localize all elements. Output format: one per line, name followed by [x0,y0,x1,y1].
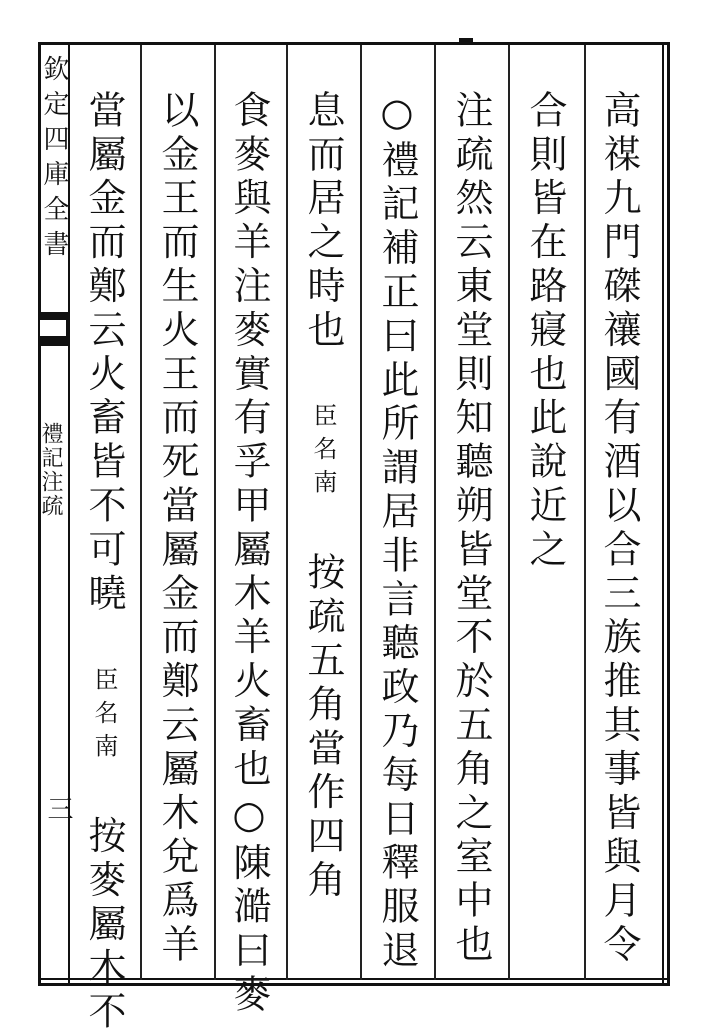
column-text: 以金王而生火王而死當屬金而鄭云屬木兌爲羊 [155,90,199,968]
column-text: 禮記補正曰此所謂居非言聽政乃每日釋服退 [375,139,419,975]
page-border-inner-bottom [38,978,670,980]
column-text-post: 陳澔曰麥 [227,842,271,1018]
column-rule [584,45,586,980]
memorial-note: 臣名南 [90,666,118,766]
text-column-2 [521,90,569,573]
column-rule [508,45,510,980]
column-text: 當屬金而鄭云火畜皆不可曉 [82,90,126,617]
text-column-4 [373,90,421,974]
book-title: 欽定四庫全書 [39,55,69,265]
top-tick-mark [459,38,473,44]
fishtail-cut [40,320,66,338]
text-column-3 [447,90,495,968]
text-column-5 [299,90,347,903]
circle-mark: ○ [227,792,271,843]
page-border-inner-right [662,42,664,986]
page-border [38,42,670,986]
text-column-8 [80,90,128,1035]
column-text: 合則皆在路寢也此說近之 [523,90,567,573]
column-text: 息而居之時也 [301,90,345,354]
column-text: 食麥與羊注麥實有孚甲屬木羊火畜也 [227,90,271,793]
column-text: 注疏然云東堂則知聽朔皆堂不於五角之室中也 [449,90,493,968]
section-title: 禮記注疏 [38,422,63,518]
column-text-post: 按麥屬木不 [82,815,126,1035]
column-rule [214,45,216,980]
column-text: 高禖九門磔禳國有酒以合三族推其事皆與月令 [597,90,641,968]
text-column-6 [225,90,273,1018]
column-rule [286,45,288,980]
column-rule [360,45,362,980]
circle-mark: ○ [375,90,419,140]
memorial-note: 臣名南 [309,403,337,503]
folio-number: 三 [43,795,73,821]
column-text-post: 按疏五角當作四角 [301,552,345,904]
column-rule [434,45,436,980]
text-column-1 [595,90,643,968]
text-column-7 [153,90,201,968]
column-rule [140,45,142,980]
